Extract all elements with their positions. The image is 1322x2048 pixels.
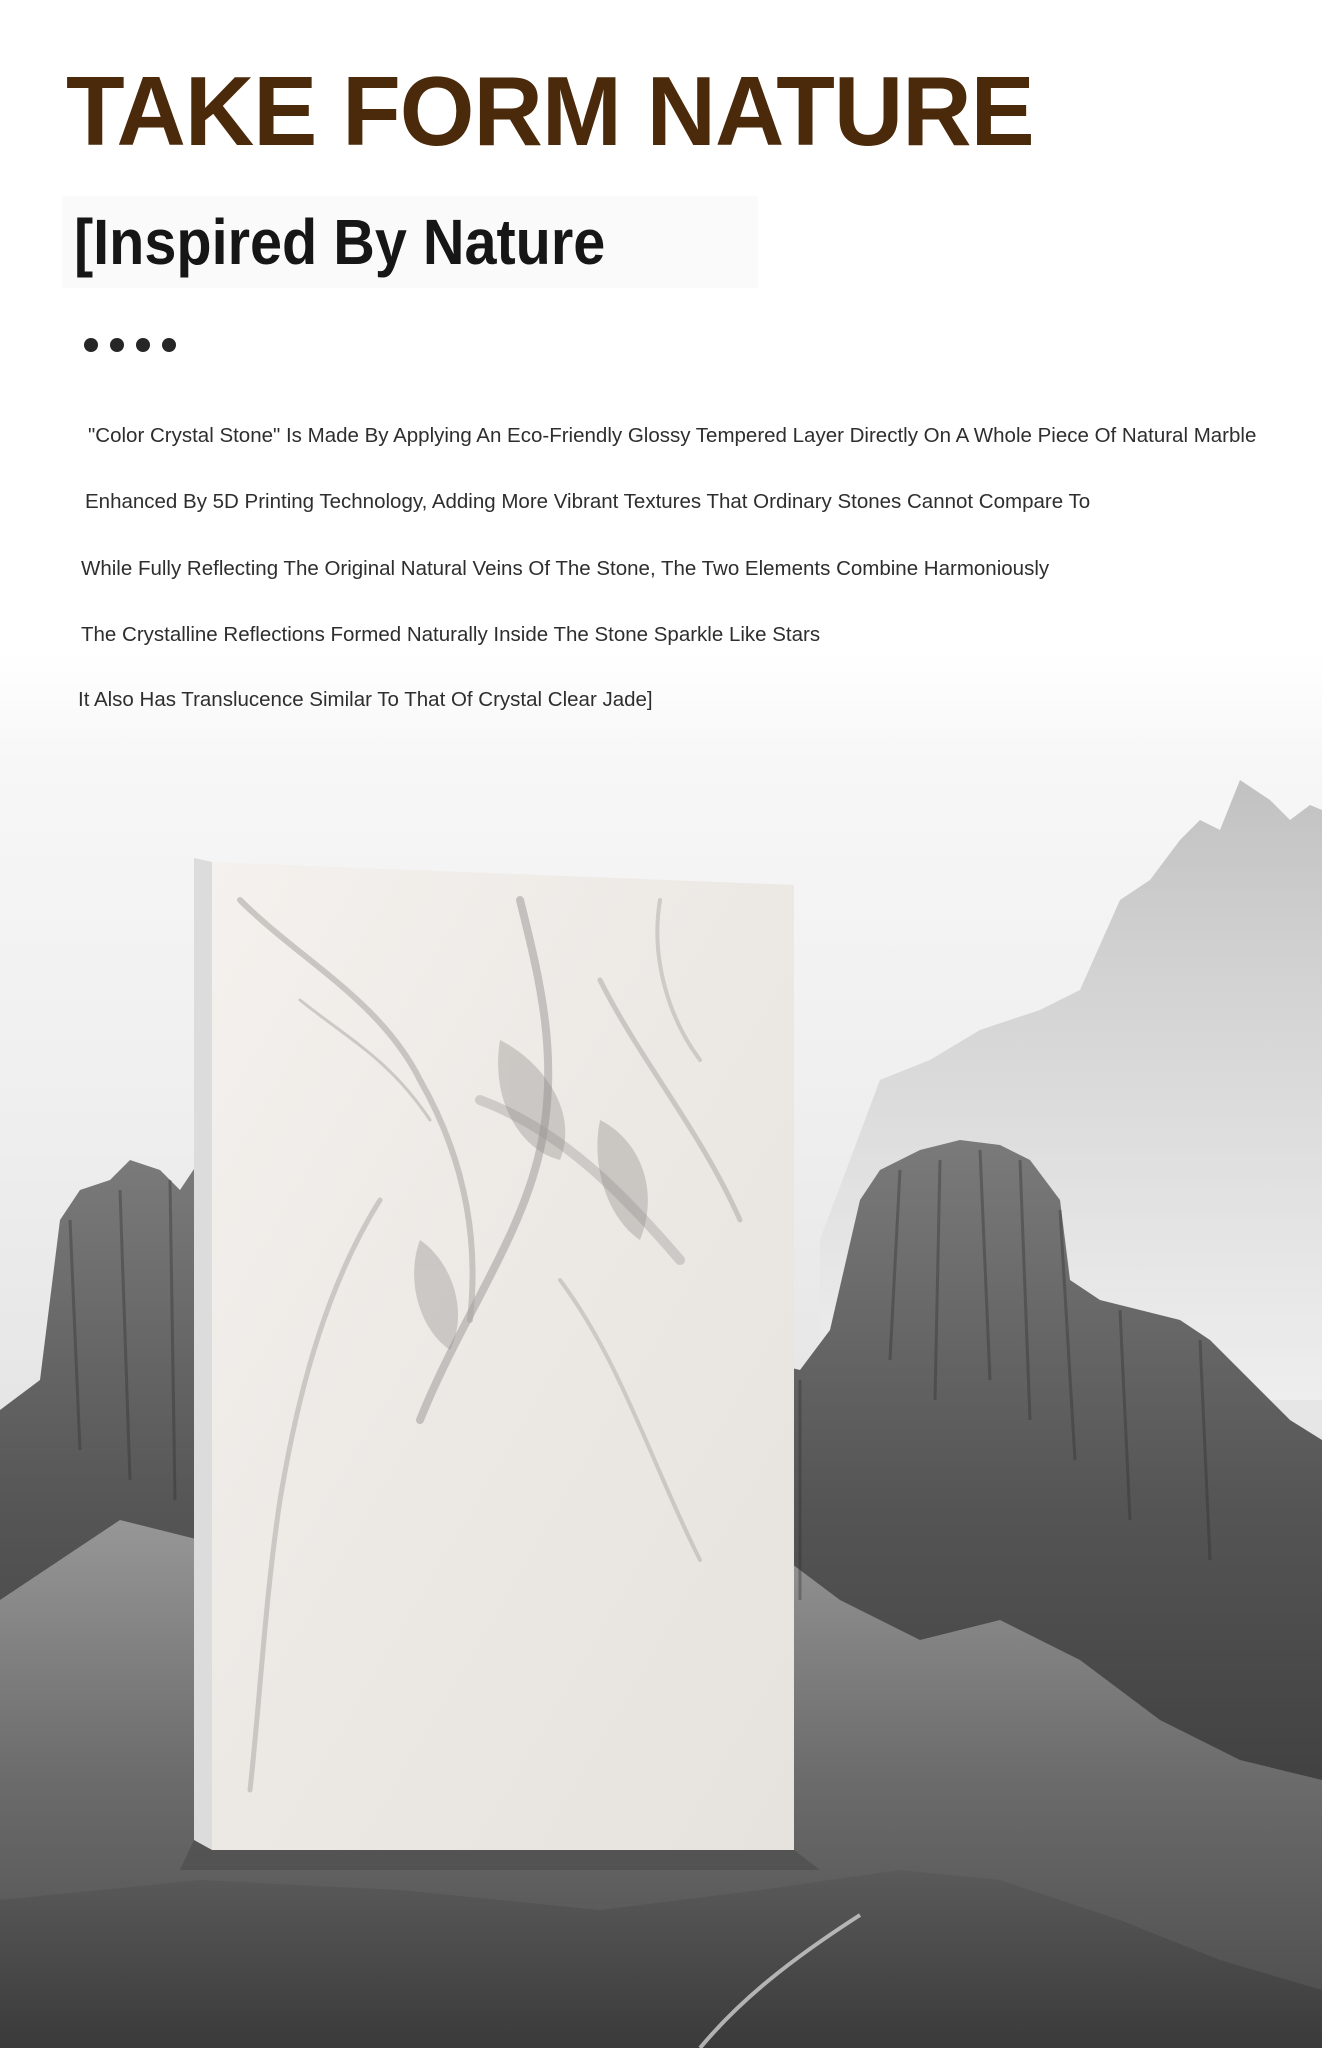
dot-icon: [84, 338, 98, 352]
page-title: TAKE FORM NATURE: [66, 56, 1034, 166]
description-line-5: It Also Has Translucence Similar To That Of Crystal Clear Jade]: [78, 688, 653, 711]
dot-icon: [110, 338, 124, 352]
subheading-banner: [62, 196, 758, 288]
dot-icon: [136, 338, 150, 352]
description-line-3: While Fully Reflecting The Original Natural Veins Of The Stone, The Two Elements Combine Harmoniously: [81, 557, 1050, 580]
decorative-dots: [84, 338, 176, 352]
dot-icon: [162, 338, 176, 352]
marble-slab-edge: [194, 858, 212, 1850]
description-line-1: "Color Crystal Stone" Is Made By Applying An Eco-Friendly Glossy Tempered Layer Directly On A Whole Piece Of Natural Marble: [88, 424, 1257, 447]
subheading: [Inspired By Nature: [74, 206, 606, 278]
description-line-4: The Crystalline Reflections Formed Naturally Inside The Stone Sparkle Like Stars: [81, 623, 821, 646]
description-line-2: Enhanced By 5D Printing Technology, Adding More Vibrant Textures That Ordinary Stones Cannot Compare To: [85, 490, 1091, 513]
marble-slab: [212, 862, 794, 1850]
